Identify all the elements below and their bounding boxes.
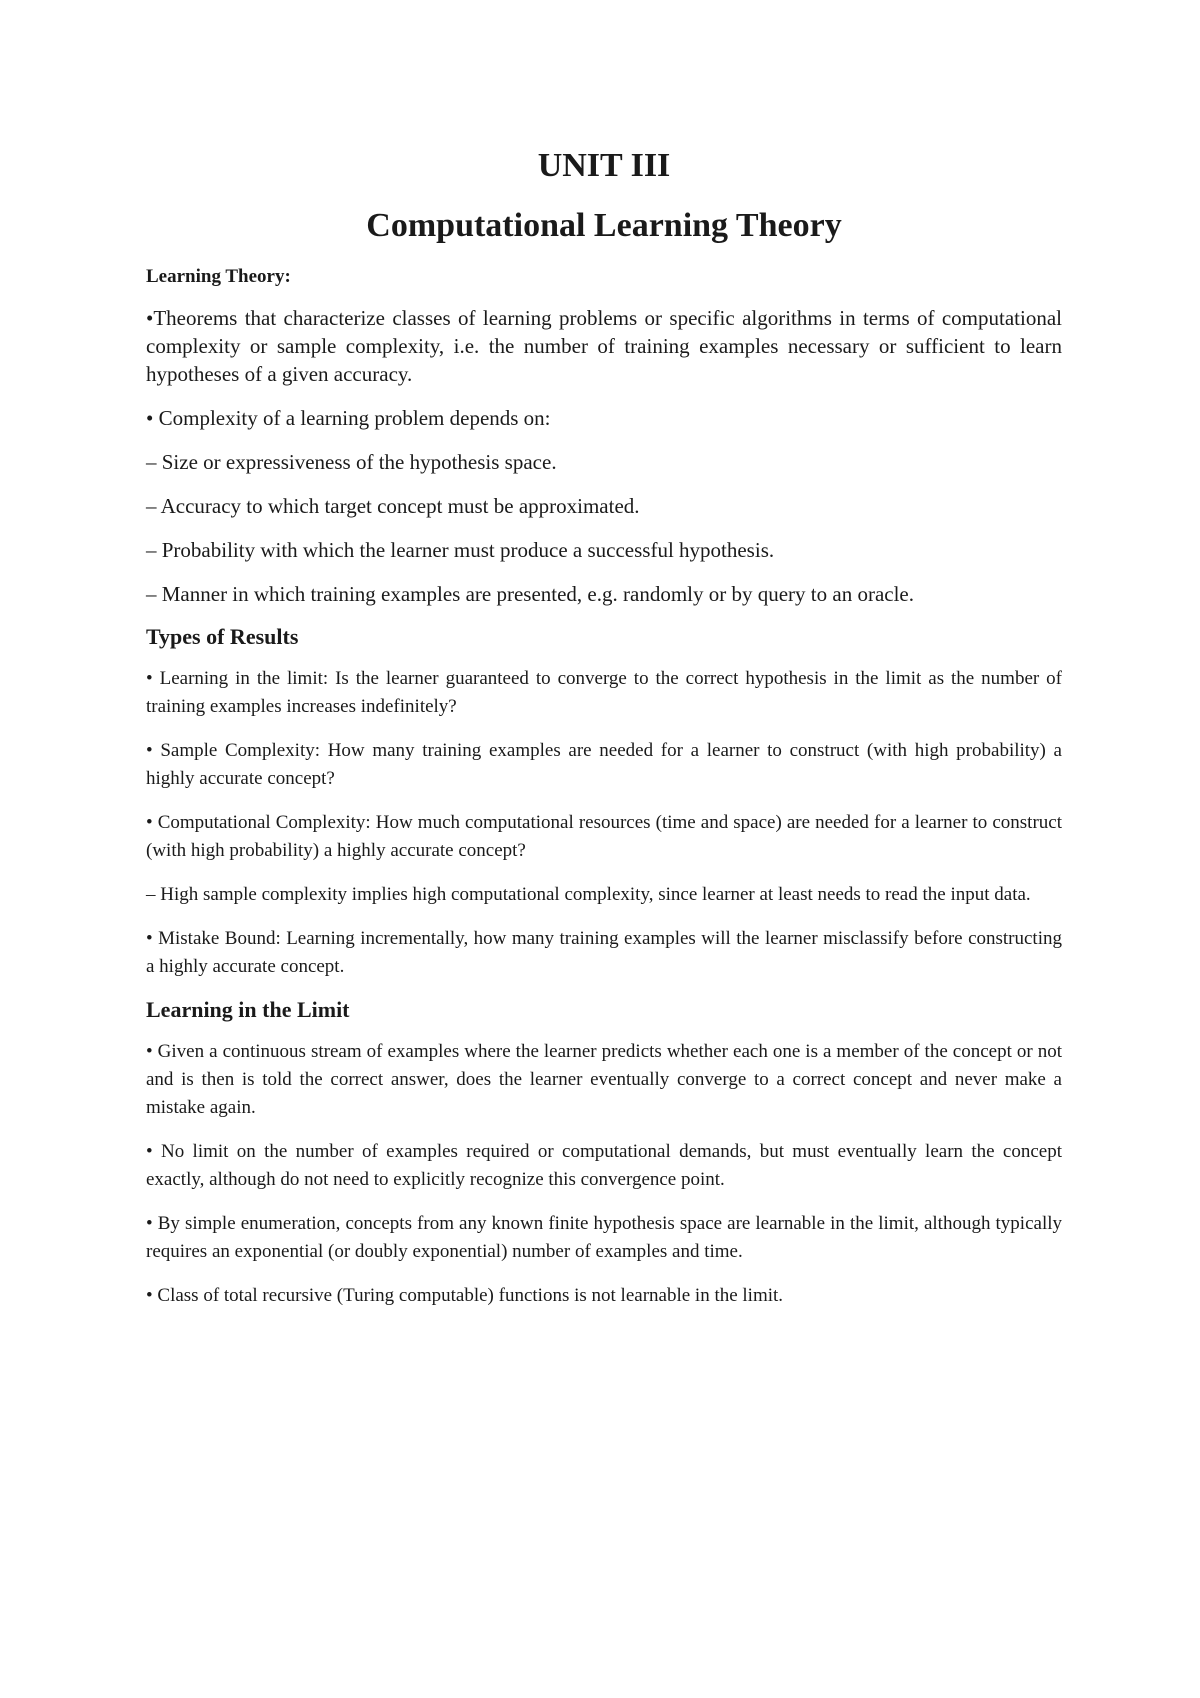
types-of-results-item: • Computational Complexity: How much computational resources (time and space) are needed for a learner to construct (with high probability) a highly accurate concept? [146, 812, 1062, 861]
learning-theory-item: • Complexity of a learning problem depends on: [146, 406, 551, 430]
types-of-results-item: • Mistake Bound: Learning incrementally, how many training examples will the learner misclassify before constructing a highly accurate concept. [146, 928, 1062, 977]
learning-theory-item: •Theorems that characterize classes of learning problems or specific algorithms in terms of computational complexity or sample complexity, i.e. the number of training examples necessary or sufficient to learn hypotheses of a given accuracy. [146, 306, 1062, 386]
types-of-results-item: • Sample Complexity: How many training examples are needed for a learner to construct (with high probability) a highly accurate concept? [146, 740, 1062, 789]
learning-theory-item: – Accuracy to which target concept must be approximated. [146, 494, 640, 518]
learning-in-limit-item: • Given a continuous stream of examples where the learner predicts whether each one is a member of the concept or not and is then is told the correct answer, does the learner eventually converge to a correct concept and never make a mistake again. [146, 1041, 1062, 1118]
types-of-results-item: – High sample complexity implies high computational complexity, since learner at least needs to read the input data. [146, 884, 1031, 905]
learning-theory-item: – Probability with which the learner must produce a successful hypothesis. [146, 538, 775, 562]
learning-in-limit-item: • Class of total recursive (Turing computable) functions is not learnable in the limit. [146, 1285, 784, 1306]
learning-theory-heading: Learning Theory: [146, 266, 291, 287]
learning-in-limit-item: • No limit on the number of examples required or computational demands, but must eventually learn the concept exactly, although do not need to explicitly recognize this convergence point. [146, 1141, 1062, 1190]
learning-theory-item: – Size or expressiveness of the hypothesis space. [146, 450, 557, 474]
learning-theory-item: – Manner in which training examples are presented, e.g. randomly or by query to an oracle. [146, 582, 914, 606]
learning-in-limit-heading: Learning in the Limit [146, 997, 350, 1022]
learning-in-limit-item: • By simple enumeration, concepts from any known finite hypothesis space are learnable in the limit, although typically requires an exponential (or doubly exponential) number of examples and time. [146, 1213, 1062, 1262]
document-page [146, 140, 1062, 1310]
unit-label: UNIT III [537, 147, 671, 184]
types-of-results-heading: Types of Results [146, 624, 299, 649]
types-of-results-item: • Learning in the limit: Is the learner guaranteed to converge to the correct hypothesis in the limit as the number of training examples increases indefinitely? [146, 668, 1062, 717]
page-title: Computational Learning Theory [366, 207, 842, 244]
